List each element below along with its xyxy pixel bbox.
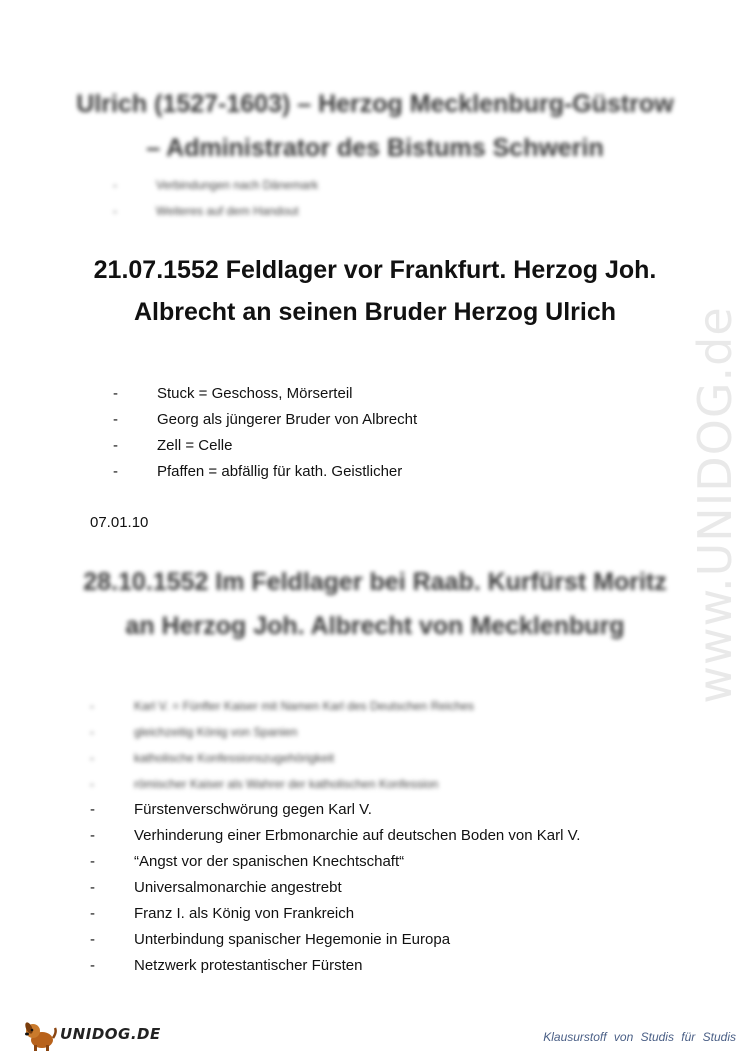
list-item: - “Angst vor der spanischen Knechtschaft“ — [90, 853, 405, 870]
section2-bullet-list — [113, 381, 417, 485]
list-item: - römischer Kaiser als Wahrer der katholischen Konfession — [90, 777, 439, 791]
list-item: - Netzwerk protestantischer Fürsten — [90, 957, 363, 974]
section3-blurred-bullet-list — [90, 693, 474, 797]
list-item: - Universalmonarchie angestrebt — [90, 879, 342, 896]
list-item: - Karl V. = Fünfter Kaiser mit Namen Karl des Deutschen Reiches — [90, 699, 475, 713]
section1-title-line1: Ulrich (1527-1603) – Herzog Mecklenburg-Güstrow — [76, 90, 674, 118]
list-item: - Zell = Celle — [113, 437, 233, 454]
list-item: - Fürstenverschwörung gegen Karl V. — [90, 801, 372, 818]
section1-bullet-list — [113, 172, 318, 224]
list-item: - gleichzeitig König von Spanien — [90, 725, 298, 739]
list-item: - Stuck = Geschoss, Mörserteil — [113, 385, 353, 402]
list-item: - Verhinderung einer Erbmonarchie auf deutschen Boden von Karl V. — [90, 827, 581, 844]
list-item: - Pfaffen = abfällig für kath. Geistlicher — [113, 463, 403, 480]
list-item: - katholische Konfessionszugehörigkeit — [90, 751, 335, 765]
section2-title-line2: Albrecht an seinen Bruder Herzog Ulrich — [133, 298, 617, 326]
list-item: - Verbindungen nach Dänemark — [113, 178, 319, 192]
list-item: - Georg als jüngerer Bruder von Albrecht — [113, 411, 418, 428]
footer-tagline: Klausurstoff von Studis für Studis — [543, 1030, 736, 1044]
list-item: - Weiteres auf dem Handout — [113, 204, 299, 218]
watermark: www.UNIDOG.de — [688, 306, 742, 704]
logo-text: UNIDOG.DE — [60, 1025, 161, 1043]
dog-icon — [22, 1016, 58, 1052]
list-item: - Franz I. als König von Frankreich — [90, 905, 355, 922]
date-label: 07.01.10 — [90, 514, 149, 531]
list-item: - Unterbindung spanischer Hegemonie in Europa — [90, 931, 451, 948]
section1-title-line2: – Administrator des Bistums Schwerin — [146, 134, 604, 162]
section3-bullet-list — [90, 797, 580, 979]
section2-title-line1: 21.07.1552 Feldlager vor Frankfurt. Herzog Joh. — [93, 256, 657, 284]
unidog-logo[interactable] — [22, 1016, 161, 1052]
section3-title-line1: 28.10.1552 Im Feldlager bei Raab. Kurfürst Moritz — [83, 568, 667, 596]
section3-title-line2: an Herzog Joh. Albrecht von Mecklenburg — [125, 612, 625, 640]
